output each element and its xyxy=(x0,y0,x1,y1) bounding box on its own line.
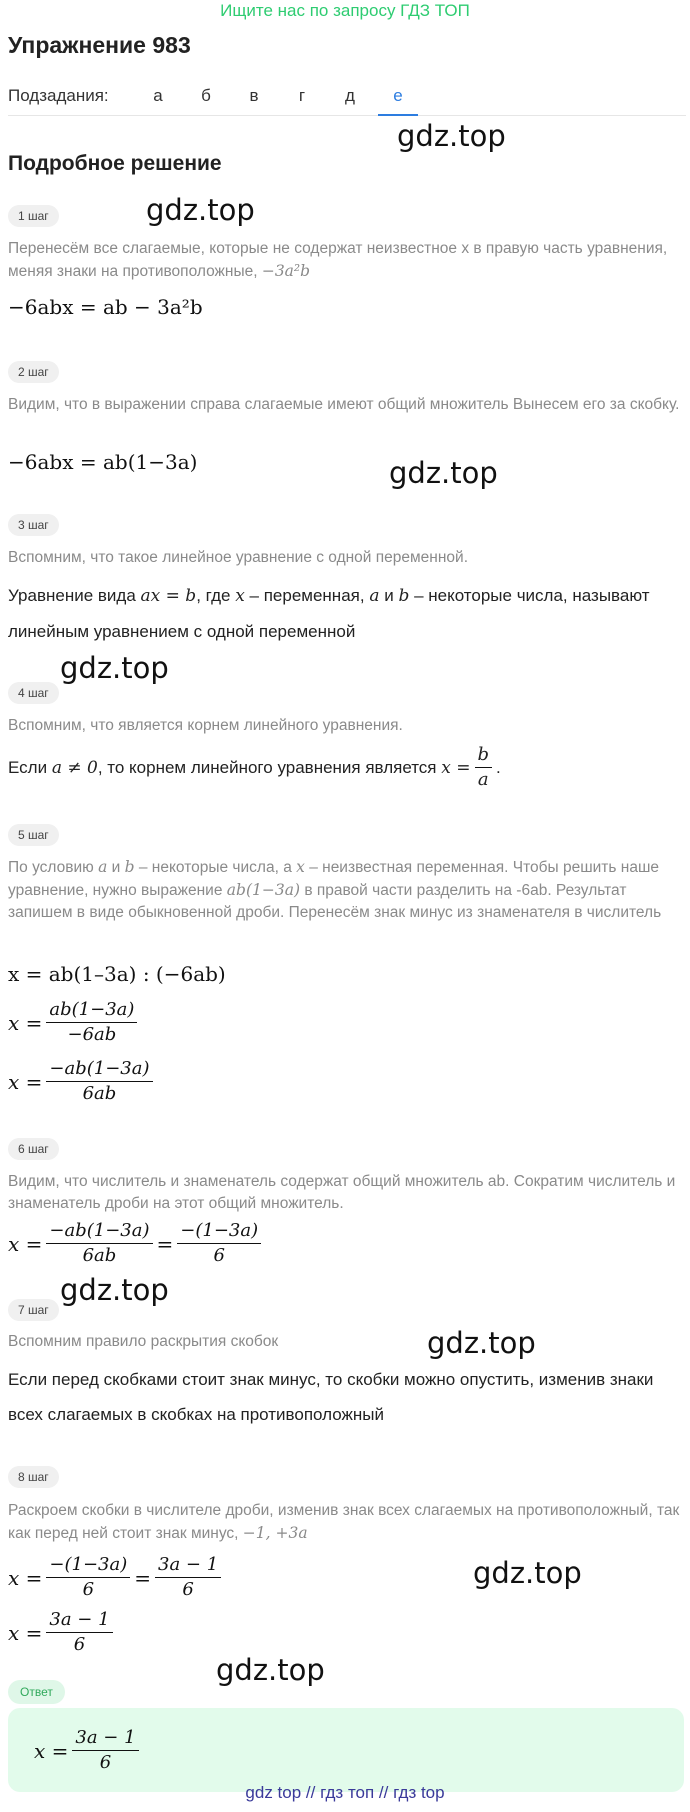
step-rule: Если перед скобками стоит знак минус, то скобки можно опустить, изменив знаки всех слагаемых в скобках на противоположный xyxy=(8,1370,654,1424)
watermark: gdz.top xyxy=(60,651,169,685)
watermark: gdz.top xyxy=(146,193,255,227)
watermark: gdz.top xyxy=(397,119,506,153)
step-badge: 4 шаг xyxy=(8,682,59,704)
fraction-equation: x = $\frac{ab(1-3a)}{-6ab}$ xyxy=(8,998,141,1047)
subtasks-bar xyxy=(8,82,686,116)
fraction-equation: x = $\frac{-ab(1-3a)}{6ab}$ xyxy=(8,1057,157,1106)
tab-subtask-a[interactable]: а xyxy=(153,86,163,105)
step-rule: Уравнение вида ax = b, где x – переменная, a и b – некоторые числа, называют линейным уравнением с одной переменной xyxy=(8,586,650,641)
search-hint-banner: Ищите нас по запросу ГДЗ ТОП xyxy=(220,1,470,20)
watermark: gdz.top xyxy=(427,1326,536,1360)
watermark: gdz.top xyxy=(389,456,498,490)
step-text: Вспомним, что является корнем линейного уравнения. xyxy=(8,717,403,734)
step-text: Видим, что в выражении справа слагаемые имеют общий множитель Вынесем его за скобку. xyxy=(8,396,680,413)
tab-subtask-d[interactable]: д xyxy=(345,86,355,105)
answer-badge: Ответ xyxy=(8,1680,65,1704)
fraction-equation: x = $\frac{3a - 1}{6}$ xyxy=(8,1608,117,1657)
step-text: По условию a и b – некоторые числа, а x – неизвестная переменная. Чтобы решить наше уравнение, нужно выражение ab(1−3a) в правой части разделить на -6ab. Результат запишем в виде обыкновенной дроби. Перенесём знак минус из знаменателя в числитель xyxy=(8,858,662,921)
step-badge: 2 шаг xyxy=(8,361,59,383)
fraction: $\frac{b}{a}$ xyxy=(475,743,493,792)
step-text: Раскроем скобки в числителе дроби, изменив знак всех слагаемых на противоположный, так как перед ней стоит знак минус, −1, +3a xyxy=(8,1502,680,1542)
step-text: Вспомним, что такое линейное уравнение с одной переменной. xyxy=(8,549,469,566)
inline-math: −3a²b xyxy=(261,262,311,280)
page-title: Упражнение 983 xyxy=(8,32,191,58)
fraction-equation: x = $\frac{-ab(1-3a)}{6ab}$ = $\frac{-(1-3a)}{6}$ xyxy=(8,1219,265,1268)
footer-links[interactable]: gdz top // гдз топ // гдз top xyxy=(245,1783,445,1802)
watermark: gdz.top xyxy=(60,1273,169,1307)
answer-formula: x = $\frac{3a - 1}{6}$ xyxy=(34,1726,143,1775)
tab-subtask-v[interactable]: в xyxy=(249,86,259,105)
answer-box xyxy=(8,1708,684,1792)
step-badge: 1 шаг xyxy=(8,205,59,227)
step-badge: 7 шаг xyxy=(8,1299,59,1321)
step-formula: −6abx = ab − 3a²b xyxy=(8,295,203,319)
step-badge: 3 шаг xyxy=(8,514,59,536)
subtasks-label: Подзадания: xyxy=(8,86,109,105)
step-text: Видим, что числитель и знаменатель содержат общий множитель ab. Сократим числитель и знаменатель дроби на этот общий множитель. xyxy=(8,1173,676,1212)
watermark: gdz.top xyxy=(473,1556,582,1590)
step-formula: −6abx = ab(1−3a) xyxy=(8,450,198,474)
step-badge: 5 шаг xyxy=(8,824,59,846)
step-rule: Если a ≠ 0 , то корнем линейного уравнения является x = $\frac{b}{a}$ . xyxy=(8,744,501,790)
step-badge: 6 шаг xyxy=(8,1138,59,1160)
tab-subtask-e[interactable]: е xyxy=(378,86,418,116)
watermark: gdz.top xyxy=(216,1653,325,1687)
step-formula: x = ab(1–3a) : (−6ab) xyxy=(8,962,226,986)
step-text: Перенесём все слагаемые, которые не содержат неизвестное x в правую часть уравнения, меняя знаки на противоположные, −3a²b xyxy=(8,240,668,280)
tab-subtask-b[interactable]: б xyxy=(201,86,211,105)
section-title: Подробное решение xyxy=(8,152,222,175)
step-badge: 8 шаг xyxy=(8,1466,59,1488)
inline-math: −1, +3a xyxy=(242,1524,308,1542)
step-text: Вспомним правило раскрытия скобок xyxy=(8,1333,279,1350)
tab-subtask-g[interactable]: г xyxy=(298,86,306,105)
fraction-equation: x = $\frac{-(1-3a)}{6}$ = $\frac{3a - 1}{6}$ xyxy=(8,1553,225,1602)
